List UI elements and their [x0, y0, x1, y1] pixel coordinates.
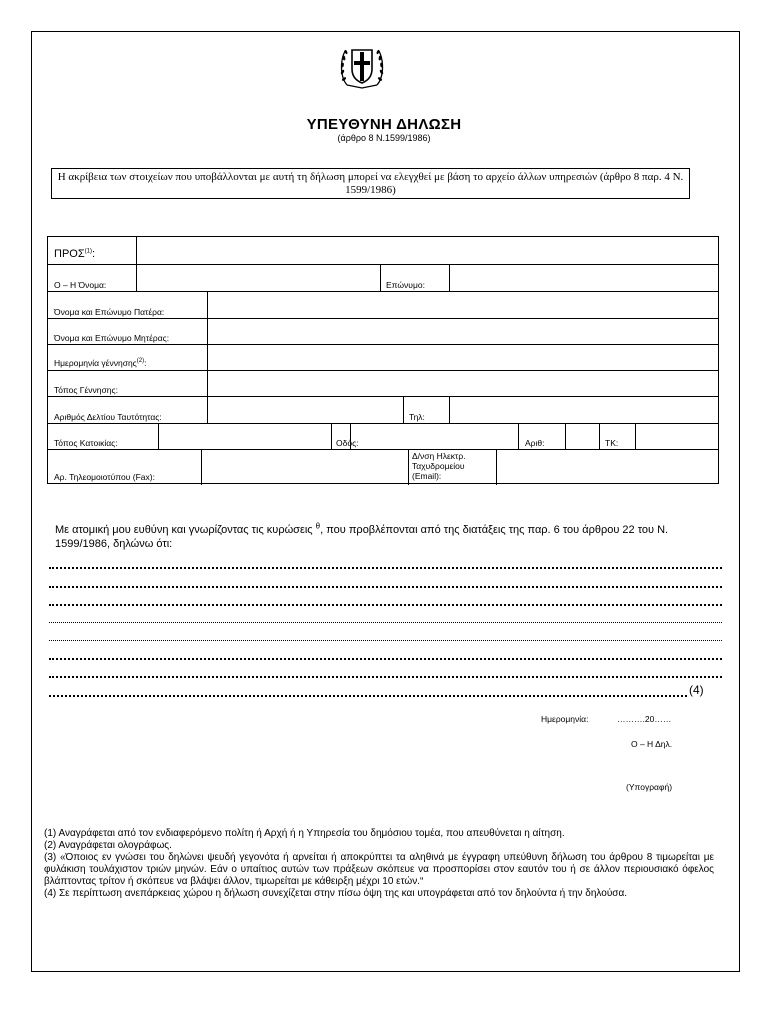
footnote-3: (3) «Όποιος εν γνώσει του δηλώνει ψευδή γεγονότα ή αρνείται ή αποκρύπτει τα αληθινά με έγγραφη υπεύθυνη δήλωση του άρθρου 8 τιμωρείται με φυλάκιση τουλάχιστον τριών μηνών. Εάν ο υπαίτιος αυτών των πράξεων σκόπευε να προσπορίσει στον εαυτόν του ή σε άλλον περιουσιακό όφελος βλάπτοντας τρίτον ή σκόπευε να βλάψει άλλον, τιμωρείται με κάθειρξη μέχρι 10 ετών.“	[44, 852, 714, 887]
declaration-statement: Με ατομική μου ευθύνη και γνωρίζοντας τις κυρώσεις $^\theta$, που προβλέπονται από της διατάξεις της παρ. 6 του άρθρου 22 του Ν. 1599/1986, δηλώνω ότι:	[55, 521, 669, 550]
phone-label: Τηλ:	[409, 412, 425, 422]
residence-label: Τόπος Κατοικίας:	[54, 438, 118, 448]
accuracy-notice: Η ακρίβεια των στοιχείων που υποβάλλονται με αυτή τη δήλωση μπορεί να ελεγχθεί με βάση το αρχείο άλλων υπηρεσιών (άρθρο 8 παρ. 4 Ν. 1599/1986)	[51, 168, 690, 199]
date-label: Ημερομηνία:	[541, 714, 589, 724]
form-title: ΥΠΕΥΘΥΝΗ ΔΗΛΩΣΗ	[306, 116, 462, 133]
id-number-label: Αριθμός Δελτίου Ταυτότητας:	[54, 412, 162, 422]
personal-details-table	[47, 236, 719, 484]
recipient-field[interactable]	[138, 239, 718, 263]
declaration-line[interactable]	[49, 658, 722, 660]
email-field[interactable]	[498, 451, 718, 484]
birthplace-field[interactable]	[209, 372, 718, 395]
id-number-field[interactable]	[209, 398, 402, 422]
street-number-label: Αριθ:	[525, 438, 545, 448]
footnote-4: (4) Σε περίπτωση ανεπάρκειας χώρου η δήλωση συνεχίζεται στην πίσω όψη της και υπογράφεται από τον δηλούντα ή την δηλούσα.	[44, 888, 628, 899]
birthdate-label: Ημερομηνία γέννησης$^{(2)}$:	[54, 358, 147, 368]
street-number-field[interactable]	[567, 425, 598, 448]
email-label: Δ/νση Ηλεκτρ. Ταχυδρομείου (Email):	[412, 451, 466, 481]
phone-field[interactable]	[451, 398, 718, 422]
declaration-line[interactable]	[49, 622, 722, 623]
declaration-line[interactable]	[49, 695, 687, 697]
footnotes	[44, 828, 714, 900]
greek-coat-of-arms-icon	[339, 41, 385, 91]
declaration-line[interactable]	[49, 640, 722, 641]
birthdate-field[interactable]	[209, 346, 718, 369]
street-label: Οδός:	[336, 438, 359, 448]
declaration-line[interactable]	[49, 567, 722, 569]
surname-label: Επώνυμο:	[386, 280, 425, 290]
birthplace-label: Τόπος Γέννησης:	[54, 385, 118, 395]
mother-name-field[interactable]	[209, 320, 718, 343]
postal-code-field[interactable]	[637, 425, 718, 448]
date-field[interactable]: ……….20……	[617, 714, 672, 724]
father-name-field[interactable]	[209, 293, 718, 317]
declarant-label: Ο – Η Δηλ.	[631, 739, 673, 749]
first-name-label: Ο – Η Όνομα:	[54, 280, 107, 290]
declaration-line[interactable]	[49, 586, 722, 588]
first-name-field[interactable]	[138, 266, 378, 290]
footnote-2: (2) Αναγράφεται ολογράφως.	[44, 840, 172, 851]
mother-name-label: Όνομα και Επώνυμο Μητέρας:	[54, 333, 170, 343]
father-name-label: Όνομα και Επώνυμο Πατέρα:	[54, 307, 165, 317]
residence-field[interactable]	[160, 425, 330, 448]
footnote-1: (1) Αναγράφεται από τον ενδιαφερόμενο πολίτη ή Αρχή ή η Υπηρεσία του δημόσιου τομέα, που απευθύνεται η αίτηση.	[44, 828, 565, 839]
form-subtitle: (άρθρο 8 Ν.1599/1986)	[337, 133, 431, 143]
postal-code-label: ΤΚ:	[605, 438, 619, 448]
recipient-label: ΠΡΟΣ$^{(1)}$:	[54, 248, 96, 260]
continuation-marker: (4)	[689, 683, 704, 697]
surname-field[interactable]	[451, 266, 718, 290]
fax-label: Αρ. Τηλεομοιοτύπου (Fax):	[54, 472, 155, 482]
signature-label: (Υπογραφή)	[626, 782, 673, 792]
declaration-line[interactable]	[49, 604, 722, 606]
fax-field[interactable]	[203, 451, 407, 484]
declaration-line[interactable]	[49, 676, 722, 678]
street-field[interactable]	[352, 425, 517, 448]
